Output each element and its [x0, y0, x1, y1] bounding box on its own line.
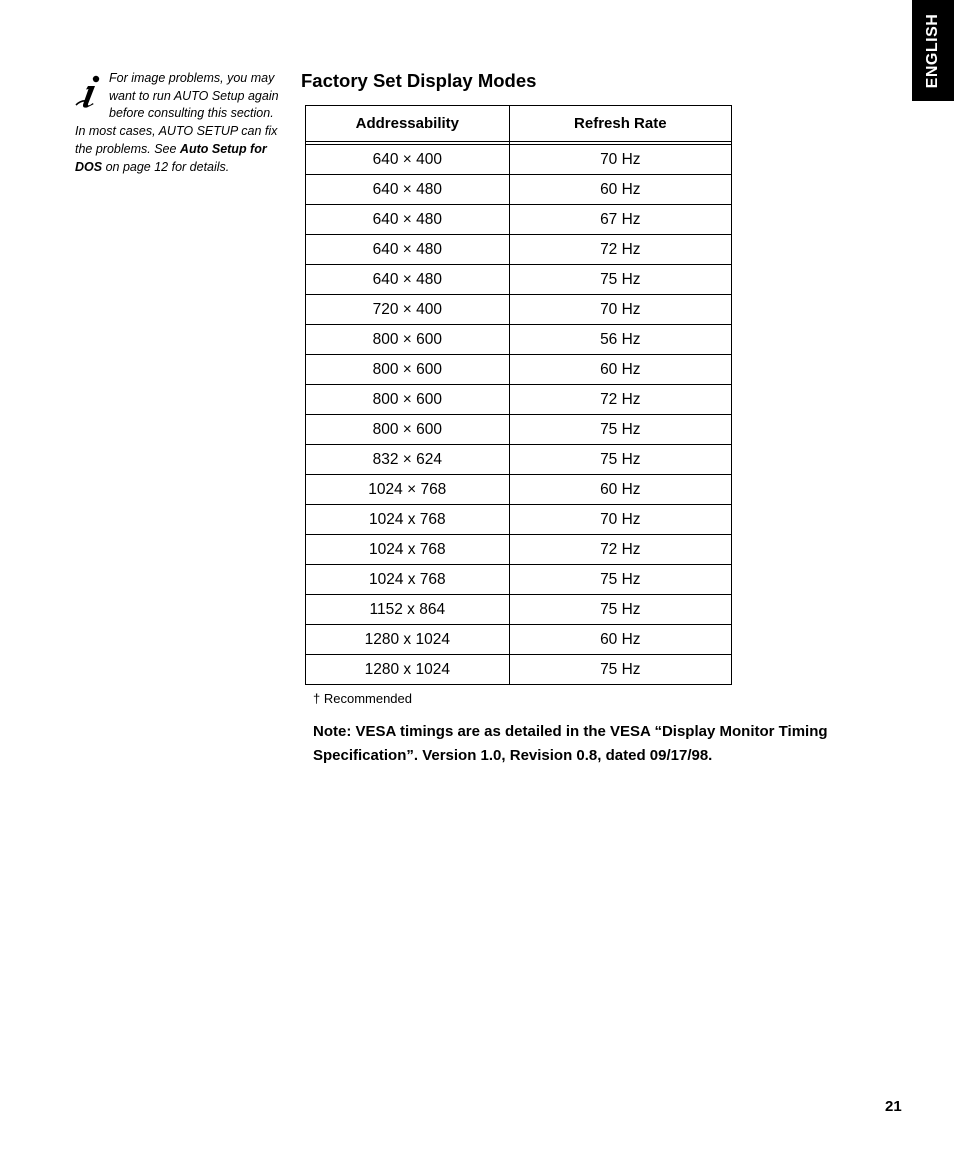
addressability-cell: 640 × 480: [306, 175, 510, 205]
addressability-cell: 1152 x 864: [306, 595, 510, 625]
refresh-rate-cell: 75 Hz: [509, 415, 731, 445]
footnote-recommended: † Recommended: [313, 691, 412, 706]
addressability-cell: 640 × 480: [306, 265, 510, 295]
sidenote: [75, 70, 280, 176]
page-number: 21: [885, 1098, 902, 1115]
addressability-cell: 1280 x 1024: [306, 655, 510, 685]
refresh-rate-cell: 75 Hz: [509, 445, 731, 475]
language-tab-label: ENGLISH: [924, 13, 941, 89]
vesa-note: Note: VESA timings are as detailed in the VESA “Display Monitor Timing Specification”. Version 1.0, Revision 0.8, dated 09/17/98.: [313, 723, 828, 764]
refresh-rate-cell: 60 Hz: [509, 355, 731, 385]
table-row: [306, 175, 732, 205]
addressability-cell: 640 × 480: [306, 235, 510, 265]
refresh-rate-cell: 75 Hz: [509, 595, 731, 625]
addressability-cell: 1024 x 768: [306, 565, 510, 595]
table-row: [306, 325, 732, 355]
addressability-cell: 1024 x 768: [306, 505, 510, 535]
display-modes-table: [305, 105, 732, 685]
addressability-cell: 800 × 600: [306, 355, 510, 385]
section-title: Factory Set Display Modes: [301, 70, 537, 91]
table-row: [306, 535, 732, 565]
sidenote-text-before: For image problems, you may want to run AUTO Setup again before consulting this section. In most cases, AUTO SETUP can fix the problems. See: [75, 71, 279, 156]
refresh-rate-cell: 72 Hz: [509, 385, 731, 415]
refresh-rate-cell: 75 Hz: [509, 565, 731, 595]
refresh-rate-cell: 70 Hz: [509, 505, 731, 535]
table-row: [306, 295, 732, 325]
table-row: [306, 445, 732, 475]
info-i-icon: [75, 74, 105, 108]
refresh-rate-cell: 56 Hz: [509, 325, 731, 355]
table-row: [306, 625, 732, 655]
language-tab: [912, 0, 954, 101]
table-row: [306, 415, 732, 445]
refresh-rate-cell: 75 Hz: [509, 265, 731, 295]
table-row: [306, 265, 732, 295]
refresh-rate-cell: 72 Hz: [509, 235, 731, 265]
table-row: [306, 505, 732, 535]
refresh-rate-cell: 70 Hz: [509, 295, 731, 325]
refresh-rate-cell: 75 Hz: [509, 655, 731, 685]
table-row: [306, 565, 732, 595]
table-row: [306, 205, 732, 235]
addressability-cell: 640 × 480: [306, 205, 510, 235]
refresh-rate-cell: 70 Hz: [509, 145, 731, 175]
addressability-cell: 832 × 624: [306, 445, 510, 475]
table-row: [306, 235, 732, 265]
sidenote-text-after: on page 12 for details.: [102, 159, 230, 174]
table-header-row: [306, 106, 732, 142]
addressability-cell: 1280 x 1024: [306, 625, 510, 655]
header-refresh-rate: Refresh Rate: [509, 106, 731, 142]
table-row: [306, 475, 732, 505]
header-addressability: Addressability: [306, 106, 510, 142]
refresh-rate-cell: 60 Hz: [509, 625, 731, 655]
table-row: [306, 385, 732, 415]
table-row: [306, 355, 732, 385]
refresh-rate-cell: 67 Hz: [509, 205, 731, 235]
table-row: [306, 595, 732, 625]
refresh-rate-cell: 72 Hz: [509, 535, 731, 565]
addressability-cell: 800 × 600: [306, 385, 510, 415]
refresh-rate-cell: 60 Hz: [509, 175, 731, 205]
addressability-cell: 1024 x 768: [306, 535, 510, 565]
addressability-cell: 800 × 600: [306, 325, 510, 355]
table-row: [306, 655, 732, 685]
addressability-cell: 640 × 400: [306, 145, 510, 175]
addressability-cell: 800 × 600: [306, 415, 510, 445]
table-row: [306, 145, 732, 175]
sidenote-link-text: Auto Setup for DOS: [75, 141, 267, 174]
addressability-cell: 720 × 400: [306, 295, 510, 325]
refresh-rate-cell: 60 Hz: [509, 475, 731, 505]
addressability-cell: 1024 × 768: [306, 475, 510, 505]
